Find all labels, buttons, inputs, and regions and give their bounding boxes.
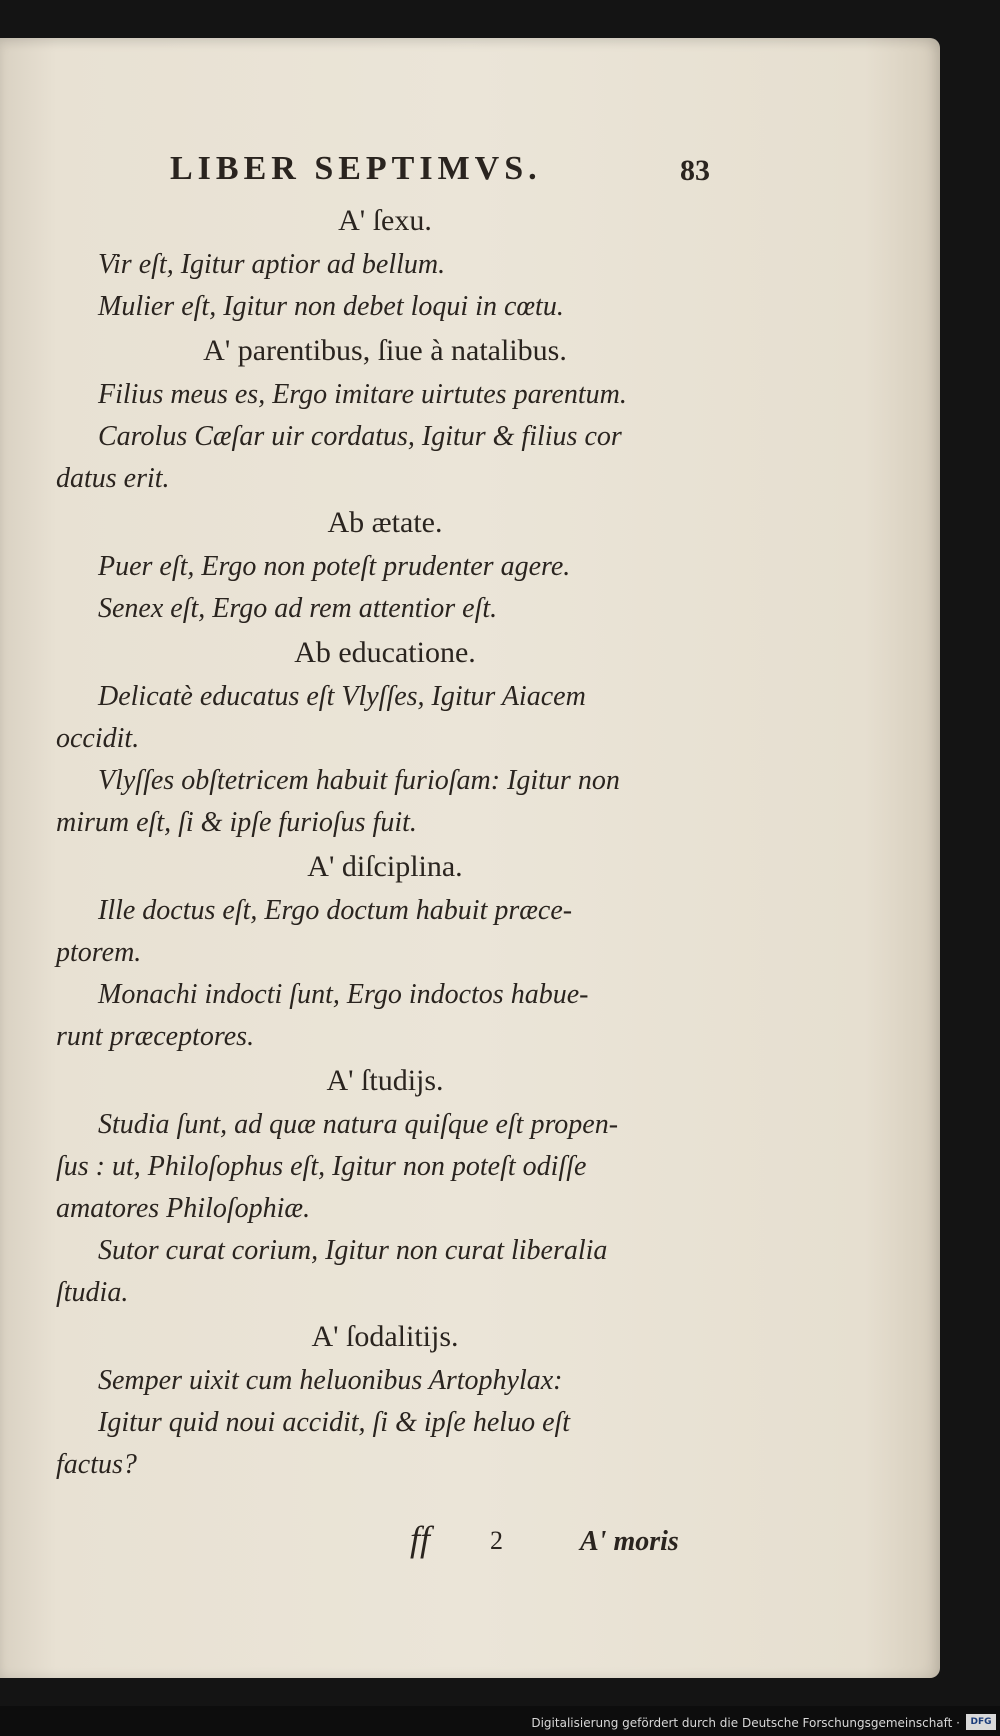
text-line: Semper uixit cum heluonibus Artophylax: <box>98 1365 563 1396</box>
example-entry <box>50 760 720 844</box>
credit-bar <box>0 1706 1000 1736</box>
text-line: amatores Philoſophiæ. <box>56 1193 311 1224</box>
text-line: ptorem. <box>56 937 142 968</box>
text-line: Delicatè educatus eſt Vlyſſes, Igitur Aiacem <box>98 681 586 712</box>
running-title: LIBER SEPTIMVS. <box>170 150 542 187</box>
example-entry <box>50 676 720 760</box>
text-line: Studia ſunt, ad quæ natura quiſque eſt propen- <box>98 1109 619 1140</box>
catchword: A' moris <box>580 1526 679 1557</box>
signature-number: 2 <box>490 1526 503 1555</box>
example-entry <box>50 588 720 630</box>
text-line: Puer eſt, Ergo non poteſt prudenter agere. <box>98 551 571 582</box>
text-line: mirum eſt, ſi & ipſe furioſus fuit. <box>56 807 417 838</box>
example-entry <box>50 890 720 974</box>
example-entry <box>50 1360 720 1402</box>
example-entry <box>50 374 720 416</box>
example-entry <box>50 1402 720 1486</box>
example-entry <box>50 1230 720 1314</box>
text-line: ſtudia. <box>56 1277 129 1308</box>
section-heading: A' parentibus, ſiue à natalibus. <box>203 334 567 367</box>
example-entry <box>50 244 720 286</box>
section-heading: Ab educatione. <box>294 636 476 669</box>
text-line: Igitur quid noui accidit, ſi & ipſe heluo eſt <box>98 1407 571 1438</box>
text-line: datus erit. <box>56 463 170 494</box>
example-entry <box>50 974 720 1058</box>
section-heading: A' diſciplina. <box>307 850 463 883</box>
example-entry <box>50 286 720 328</box>
dfg-logo: DFG <box>966 1714 996 1730</box>
text-line: factus? <box>56 1449 137 1480</box>
text-line: Vlyſſes obſtetricem habuit furioſam: Igitur non <box>98 765 620 796</box>
body-text <box>50 198 720 1486</box>
text-line: Sutor curat corium, Igitur non curat liberalia <box>98 1235 608 1266</box>
example-entry <box>50 546 720 588</box>
text-line: occidit. <box>56 723 140 754</box>
text-line: Mulier eſt, Igitur non debet loqui in cœtu. <box>98 291 564 322</box>
text-line: Carolus Cæſar uir cordatus, Igitur & filius cor <box>98 421 622 452</box>
section-heading: Ab ætate. <box>327 506 443 539</box>
signature-mark: ff <box>410 1519 431 1559</box>
text-line: Filius meus es, Ergo imitare uirtutes parentum. <box>98 379 627 410</box>
example-entry <box>50 1104 720 1230</box>
example-entry <box>50 416 720 500</box>
text-line: Senex eſt, Ergo ad rem attentior eſt. <box>98 593 498 624</box>
page-number: 83 <box>680 154 710 187</box>
digitization-credit: Digitalisierung gefördert durch die Deutsche Forschungsgemeinschaft · <box>531 1716 960 1730</box>
section-heading: A' ſtudijs. <box>326 1064 444 1097</box>
text-line: Vir eſt, Igitur aptior ad bellum. <box>98 249 446 280</box>
text-line: Monachi indocti ſunt, Ergo indoctos habue- <box>98 979 589 1010</box>
text-line: Ille doctus eſt, Ergo doctum habuit præce- <box>98 895 573 926</box>
section-heading: A' ſodalitijs. <box>311 1320 459 1353</box>
text-line: ſus : ut, Philoſophus eſt, Igitur non poteſt odiſſe <box>56 1151 587 1182</box>
text-line: runt præceptores. <box>56 1021 255 1052</box>
section-heading: A' ſexu. <box>338 204 432 237</box>
book-page <box>0 38 940 1678</box>
